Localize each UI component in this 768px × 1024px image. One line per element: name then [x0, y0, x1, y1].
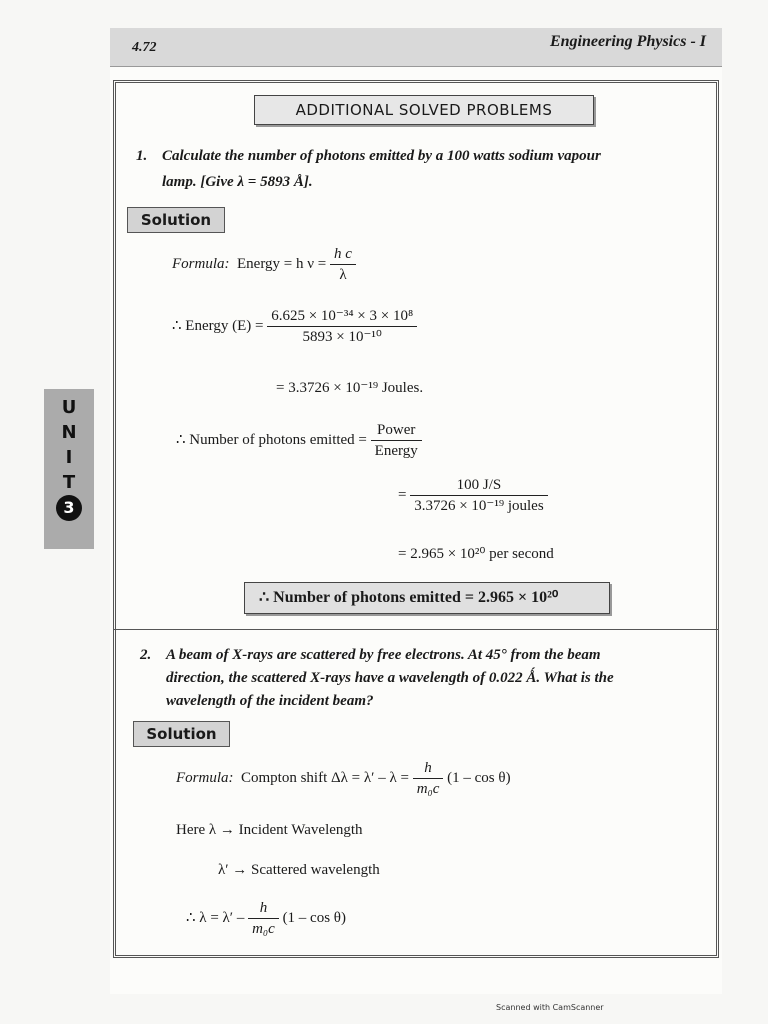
problem2-line1: A beam of X-rays are scattered by free electrons. At 45° from the beam [166, 647, 601, 663]
problem1-line1: Calculate the number of photons emitted by a 100 watts sodium vapour [162, 148, 601, 164]
formula-1 [172, 244, 356, 285]
scattered-line: λ′ → Scattered wavelength [218, 862, 380, 878]
fraction-denominator: m₀c [416, 781, 440, 797]
energy-denominator: 5893 × 10⁻¹⁰ [302, 329, 382, 345]
compton-tail: (1 – cos θ) [447, 769, 511, 786]
photons-lhs: ∴ Number of photons emitted = [176, 431, 367, 448]
fraction-denominator: m₀c [252, 921, 275, 937]
fraction-numerator: h c [330, 244, 356, 265]
photons-equation [176, 420, 422, 461]
section-title: ADDITIONAL SOLVED PROBLEMS [254, 95, 594, 125]
energy-lhs: ∴ Energy (E) = [172, 317, 264, 334]
final-tail: (1 – cos θ) [282, 909, 346, 926]
unit-letter: U [61, 397, 77, 418]
final-equation [186, 898, 346, 939]
problem-divider [113, 629, 719, 630]
unit-side-tab [44, 389, 94, 549]
power-over-energy [371, 420, 422, 461]
scanner-watermark: Scanned with CamScanner [496, 1003, 604, 1012]
unit-letter: T [62, 472, 76, 493]
substitution-denominator: 3.3726 × 10⁻¹⁹ joules [414, 498, 544, 514]
energy-result: = 3.3726 × 10⁻¹⁹ Joules. [276, 380, 424, 396]
unit-number: 3 [56, 495, 82, 521]
energy-fraction [267, 306, 417, 347]
formula-label: Formula: [172, 255, 230, 272]
energy-label: Energy [374, 443, 418, 459]
problem2-line2: direction, the scattered X-rays have a wavelength of 0.022 Ǻ. What is the [166, 670, 614, 686]
h-over-m0c [413, 758, 444, 799]
book-title: Engineering Physics - I [549, 33, 706, 50]
problem2-number: 2. [140, 647, 152, 663]
energy-equation [172, 306, 417, 347]
formula-label: Formula: [176, 769, 234, 786]
fraction-numerator: h [413, 758, 444, 779]
solution-label-2: Solution [133, 721, 230, 747]
photons-result: = 2.965 × 10²⁰ per second [398, 546, 554, 562]
energy-numerator: 6.625 × 10⁻³⁴ × 3 × 10⁸ [267, 306, 417, 327]
page-number: 4.72 [132, 40, 157, 55]
compton-formula [176, 758, 511, 799]
unit-letter: N [61, 422, 77, 443]
substitution-equation [398, 475, 548, 516]
fraction-hc-over-lambda [330, 244, 356, 285]
formula-lhs: Energy = h ν = [237, 255, 327, 272]
fraction-numerator: h [248, 898, 279, 919]
fraction-denominator: λ [339, 267, 347, 283]
here-line: Here λ → Incident Wavelength [176, 822, 363, 838]
solution-label-1: Solution [127, 207, 225, 233]
unit-letter: I [65, 447, 73, 468]
equals-sign: = [398, 486, 407, 503]
final-lhs: ∴ λ = λ′ – [186, 909, 245, 926]
problem2-line3: wavelength of the incident beam? [166, 693, 374, 709]
substitution-numerator: 100 J/S [410, 475, 547, 496]
compton-lhs: Compton shift Δλ = λ′ – λ = [241, 769, 409, 786]
problem1-number: 1. [136, 148, 148, 164]
final-fraction [248, 898, 279, 939]
page-header [110, 28, 722, 67]
substitution-fraction [410, 475, 547, 516]
problem1-line2: lamp. [Give λ = 5893 Å]. [162, 174, 313, 190]
power-label: Power [371, 420, 422, 441]
answer-box-1: ∴ Number of photons emitted = 2.965 × 10²⁰ [244, 582, 610, 614]
